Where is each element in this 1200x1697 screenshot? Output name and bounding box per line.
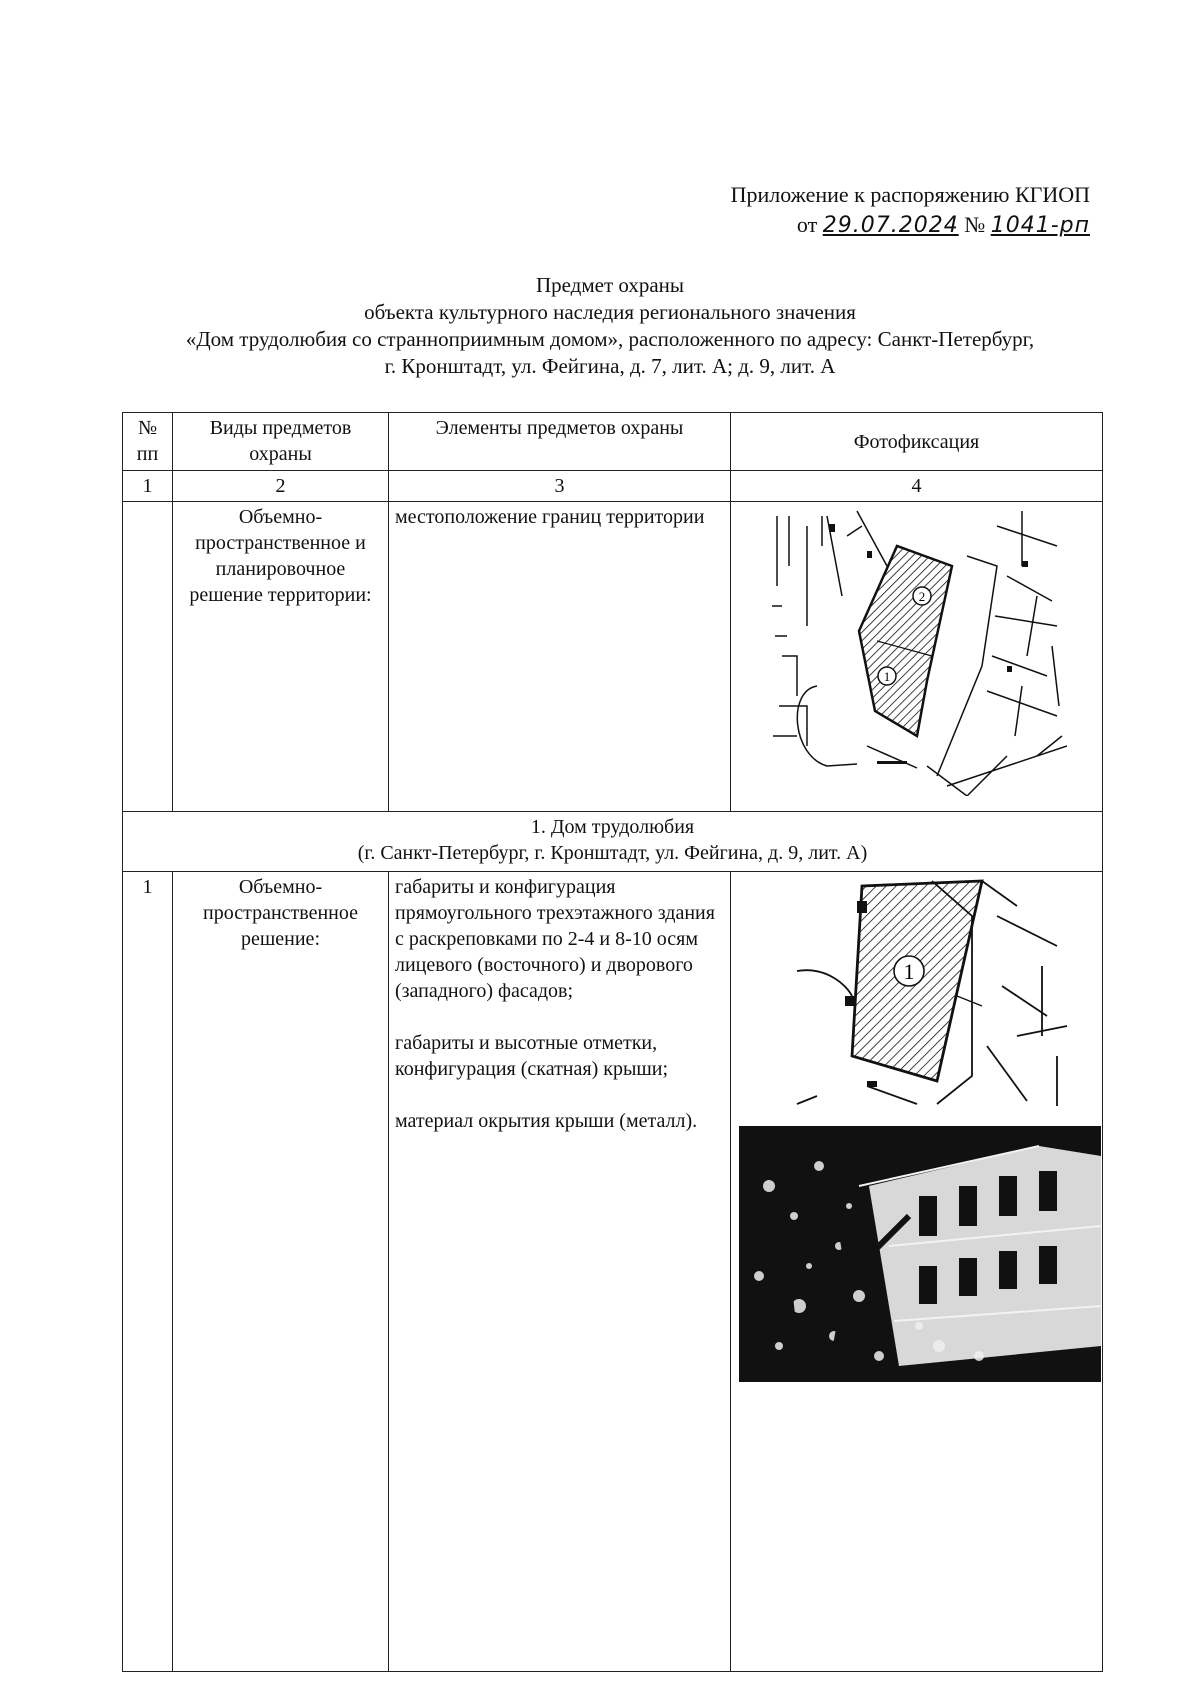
section-heading-row: [123, 812, 1103, 872]
section-title: 1. Дом трудолюбия: [530, 816, 695, 838]
map-label-1: 1: [883, 669, 890, 684]
table-row-territory: [123, 502, 1103, 812]
col-number-1: 1: [123, 471, 173, 502]
row2-element-p2: габариты и высотные отметки, конфигурация (скатная) крыши;: [395, 1032, 669, 1080]
appendix-header: [530, 180, 1090, 241]
appendix-title: Приложение к распоряжению КГИОП: [730, 182, 1090, 207]
document-title: [110, 272, 1110, 380]
header-photo: Фотофиксация: [731, 413, 1103, 471]
row2-num: 1: [123, 872, 173, 1672]
row2-element: [389, 872, 731, 1672]
header-elements: Элементы предметов охраны: [389, 413, 731, 471]
row1-num: [123, 502, 173, 812]
title-line-4: г. Кронштадт, ул. Фейгина, д. 7, лит. А; д. 9, лит. А: [384, 354, 836, 378]
row1-kind: Объемно-пространственное и планировочное решение территории:: [173, 502, 389, 812]
title-line-2: объекта культурного наследия регионального значения: [364, 300, 856, 324]
handwritten-number: 1041-рп: [990, 213, 1090, 238]
date-prefix: от: [796, 212, 818, 237]
building-photo: [739, 1126, 1101, 1382]
building-map-label: 1: [903, 959, 914, 984]
number-label: №: [964, 212, 986, 237]
territory-plan-map: [767, 506, 1067, 796]
row2-element-p3: материал окрытия крыши (металл).: [395, 1110, 698, 1132]
col-number-3: 3: [389, 471, 731, 502]
protection-subject-table: [122, 412, 1103, 1672]
handwritten-date: 29.07.2024: [822, 213, 959, 238]
title-line-1: Предмет охраны: [535, 273, 685, 297]
appendix-date-number: [530, 210, 1090, 241]
column-number-row: [123, 471, 1103, 502]
map-label-2: 2: [918, 589, 925, 604]
table-header-row: [123, 413, 1103, 471]
row2-element-p1: габариты и конфигурация прямоугольного трехэтажного здания с раскреповками по 2-4 и 8-10 осям лицевого (восточного) и дворового (западного) фасадов;: [395, 876, 715, 1002]
row2-photo-cell: [731, 872, 1103, 1672]
building-plan-map: [757, 876, 1077, 1106]
section-address: (г. Санкт-Петербург, г. Кронштадт, ул. Фейгина, д. 9, лит. А): [357, 842, 868, 864]
row1-photo-cell: [731, 502, 1103, 812]
title-line-3: «Дом трудолюбия со странноприимным домом», расположенного по адресу: Санкт-Петербург,: [185, 327, 1035, 351]
section-heading: [123, 812, 1103, 872]
col-number-2: 2: [173, 471, 389, 502]
table-row-volume: [123, 872, 1103, 1672]
col-number-4: 4: [731, 471, 1103, 502]
header-kinds: Виды предметов охраны: [173, 413, 389, 471]
row1-element: местоположение границ территории: [389, 502, 731, 812]
header-num: № пп: [123, 413, 173, 471]
row2-kind: Объемно-пространственное решение:: [173, 872, 389, 1672]
